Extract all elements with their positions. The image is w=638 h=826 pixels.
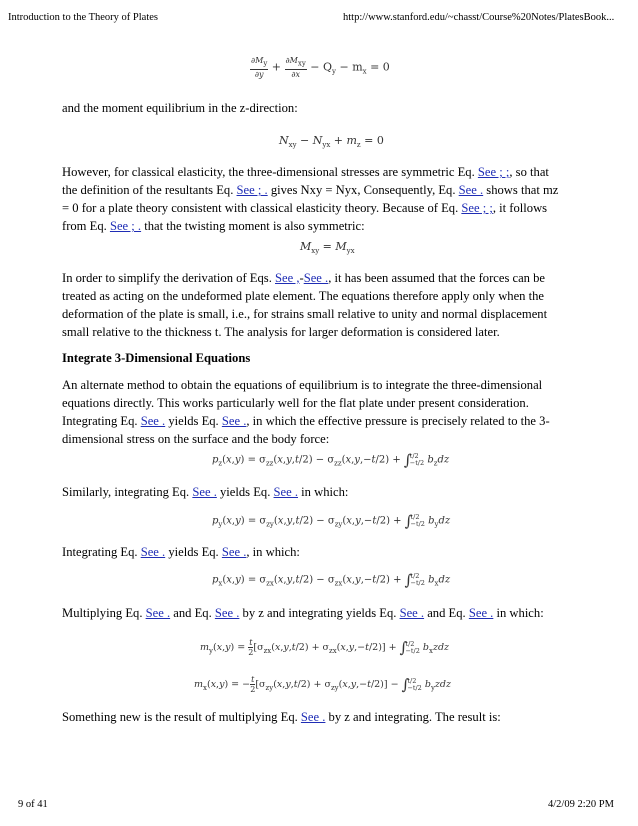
equation-my: $m_y(x,y)$ = $\frac{t}{2}$ $[\sigma_{zx}(x,y,t/2) + \sigma_{zx}(x,y,-t/2)] + \int t/2$ −t/2 $b_xzdz$	[200, 638, 450, 657]
eq-reference-link[interactable]: See ; .	[109, 219, 142, 233]
equation-moment-y: $\frac{\partial M_y}{\partial y}$ + $\frac{\partial M_{xy}}{\partial x}$ − $Q_y - m_x = 0$	[251, 56, 390, 79]
paragraph-something-new: Something new is the result of multiplying Eq. See . by z and integrating. The result is:	[62, 710, 501, 724]
eq-reference-link[interactable]: See .	[303, 271, 329, 285]
equation-mx: $m_x(x,y)$ = − $\frac{t}{2}$ $[\sigma_{zy}(x,y,t/2) + \sigma_{zy}(x,y,-t/2)] - \int t/2$ −t/2 $b_yzdz$	[194, 675, 452, 694]
eq-reference-link[interactable]: See .	[273, 485, 299, 499]
equation-py: $p_y(x,y) = \sigma_{zy}(x,y,t/2) - \sigma_{zy}(x,y,-t/2) + \int t/2$ −t/2 $b_ydz$	[212, 512, 451, 530]
print-datetime: 4/2/09 2:20 PM	[548, 799, 614, 810]
eq-reference-link[interactable]: See ,	[275, 271, 300, 285]
eq-reference-link[interactable]: See .	[145, 606, 171, 620]
eq-reference-link[interactable]: See .	[221, 414, 247, 428]
paragraph-multiplying: Multiplying Eq. See . and Eq. See . by z and integrating yields Eq. See . and Eq. See . in which:	[62, 606, 544, 620]
paragraph-alternate-method: An alternate method to obtain the equations of equilibrium is to integrate the three-dimensional equations directly. This works particularly well for the flat plate under present consideration. Integrating Eq. See . yields Eq. See ., in which the effective pressure is precisely related to the 3-dimensional stress on the surface and the body force:	[62, 378, 550, 446]
paragraph-integrating: Integrating Eq. See . yields Eq. See ., in which:	[62, 545, 300, 559]
paragraph-simplify-derivation: In order to simplify the derivation of Eqs. See ,-See ., it has been assumed that the forces can be treated as acting on the undeformed plate element. The equations therefore apply only when the deformation of the plate is small, i.e., for strains small relative to unity and normal displacement small relative to the thickness t. The analysis for larger deformation is considered later.	[62, 271, 548, 339]
page-header-url: http://www.stanford.edu/~chasst/Course%20Notes/PlatesBook...	[343, 12, 615, 23]
eq-reference-link[interactable]: See .	[468, 606, 494, 620]
eq-reference-link[interactable]: See .	[300, 710, 326, 724]
eq-reference-link[interactable]: See .	[399, 606, 425, 620]
equation-twisting-moment: $M_{xy} = M_{yx}$	[300, 240, 355, 256]
paragraph-moment-equilibrium: and the moment equilibrium in the z-direction:	[62, 101, 298, 115]
eq-reference-link[interactable]: See ; ;	[461, 201, 493, 215]
page-header-title: Introduction to the Theory of Plates	[8, 12, 158, 23]
page-number: 9 of 41	[18, 799, 48, 810]
section-heading: Integrate 3-Dimensional Equations	[62, 351, 251, 365]
eq-reference-link[interactable]: See .	[140, 545, 166, 559]
eq-reference-link[interactable]: See ; ;	[477, 165, 510, 179]
eq-reference-link[interactable]: See .	[192, 485, 217, 499]
equation-px: $p_x(x,y) = \sigma_{zx}(x,y,t/2) - \sigma_{zx}(x,y,-t/2) + \int t/2$ −t/2 $b_xdz$	[212, 571, 451, 589]
eq-reference-link[interactable]: See .	[221, 545, 247, 559]
paragraph-similarly-integrating: Similarly, integrating Eq. See . yields Eq. See . in which:	[62, 485, 349, 499]
eq-reference-link[interactable]: See .	[140, 414, 166, 428]
eq-reference-link[interactable]: See ; .	[236, 183, 268, 197]
paragraph-symmetric-stresses: However, for classical elasticity, the three-dimensional stresses are symmetric Eq. See ; ;, so that the definition of the resultants Eq. See ; . gives Nxy = Nyx, Consequently, Eq. See . shows that mz = 0 for a plate theory consistent with classical elasticity theory. Because of Eq. See ; ;, it follows from Eq. See ; . that the twisting moment is also symmetric:	[62, 165, 559, 233]
equation-shear-resultants: $N_{xy} - N_{yx} + m_z = 0$	[279, 134, 384, 150]
eq-reference-link[interactable]: See .	[458, 183, 484, 197]
equation-effective-pressure: $p_z(x,y) = \sigma_{zz}(x,y,t/2) - \sigma_{zz}(x,y,-t/2) + \int t/2$ −t/2 $b_zdz$	[212, 451, 450, 469]
eq-reference-link[interactable]: See .	[214, 606, 240, 620]
